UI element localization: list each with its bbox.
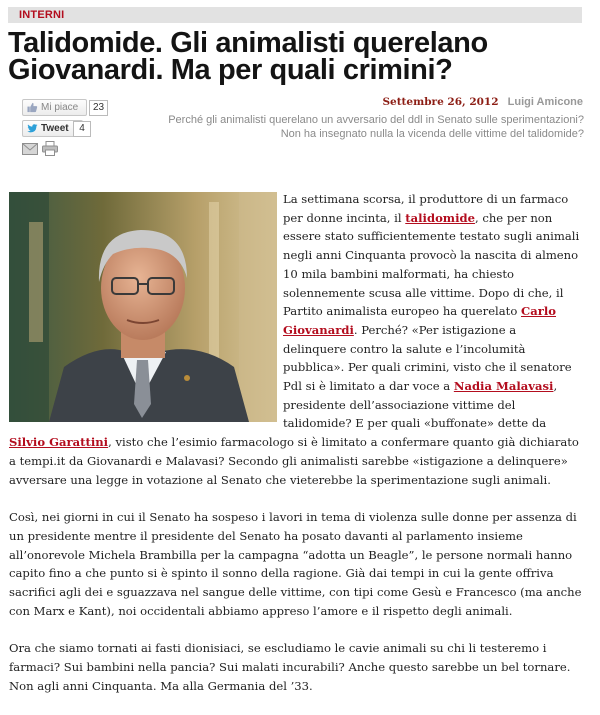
article-date: Settembre 26, 2012 <box>382 96 499 108</box>
like-label: Mi piace <box>41 102 79 113</box>
photo-spacer <box>9 190 283 424</box>
link-nadia-malavasi[interactable]: Nadia Malavasi <box>453 379 554 394</box>
thumbs-up-icon <box>27 102 38 113</box>
paragraph-2: Così, nei giorni in cui il Senato ha sospeso i lavori in tema di violenza sulle donne per assenza di un presidente mentre il presidente del Senato ha posato davanti al parlamento insieme all’onorevole Michela Brambilla per la campagna “adotta un Beagle”, le persone normali hanno capito fino a che punto si è spinto il sonno della ragione. Già dai tempi in cui la gente offriva sacrifici agli dei e sguazzava nel sangue delle vittime, con tipi come Gesù e Francesco (ma anche con Marx e Kant), noi occidentali abbiamo appreso l’amore e il rispetto degli animali. <box>9 510 582 618</box>
article-title: Talidomide. Gli animalisti querelano Giovanardi. Ma per quali crimini? <box>8 27 488 86</box>
article-body <box>9 190 583 715</box>
tweet-count: 4 <box>73 121 91 137</box>
paragraph-3: Ora che siamo tornati ai fasti dionisiaci, se escludiamo le cavie animali su chi li testeremo i farmaci? Sui bambini nella pancia? Sui malati incurabili? Anche questo sarebbe un bel tornare. Non agli anni Cinquanta. Ma alla Germania del ’33. <box>9 641 571 693</box>
link-silvio-garattini[interactable]: Silvio Garattini <box>9 435 109 450</box>
article-summary: Perché gli animalisti querelano un avversario del ddl in Senato sulle sperimentazioni? Non ha insegnato nulla la vicenda delle vittime del talidomide? <box>168 114 584 140</box>
email-icon[interactable] <box>22 143 38 155</box>
twitter-bird-icon <box>27 123 38 134</box>
paragraph-1: La settimana scorsa, il produttore di un farmaco per donne incinta, il talidomide, che per non essere stato sufficientemente testato sugli animali negli anni Cinquanta provocò la nascita di almeno 10 mila bambini malformati, ha chiesto solennemente scusa alle vittime. Dopo di che, il Partito animalista europeo ha querelato Carlo Giovanardi. Perché? «Per istigazione a delinquere contro la salute e l’incolumità pubblica». Per quali crimini, visto che il senatore Pdl si è limitato a dar voce a Nadia Malavasi, presidente dell’associazione vittime del talidomide? E per quali «buffonate» dette da Silvio Garattini, visto che l’esimio farmacologo si è limitato a confermare quanto già dichiarato a tempi.it da Giovanardi e Malavasi? Secondo gli animalisti sarebbe «istigazione a delinquere» avversare una legge in votazione al Senato che vieterebbe la sperimentazione sugli animali. <box>9 192 580 487</box>
section-label[interactable]: INTERNI <box>19 9 65 21</box>
link-talidomide[interactable]: talidomide <box>405 210 475 225</box>
like-button[interactable] <box>22 99 87 116</box>
article-meta <box>382 96 583 108</box>
link-carlo-giovanardi[interactable]: Carlo Giovanardi <box>283 304 556 337</box>
like-count: 23 <box>89 100 108 116</box>
tweet-label: Tweet <box>41 123 69 134</box>
section-bar <box>8 7 582 23</box>
article-author[interactable]: Luigi Amicone <box>507 96 583 108</box>
print-icon[interactable] <box>42 141 58 156</box>
